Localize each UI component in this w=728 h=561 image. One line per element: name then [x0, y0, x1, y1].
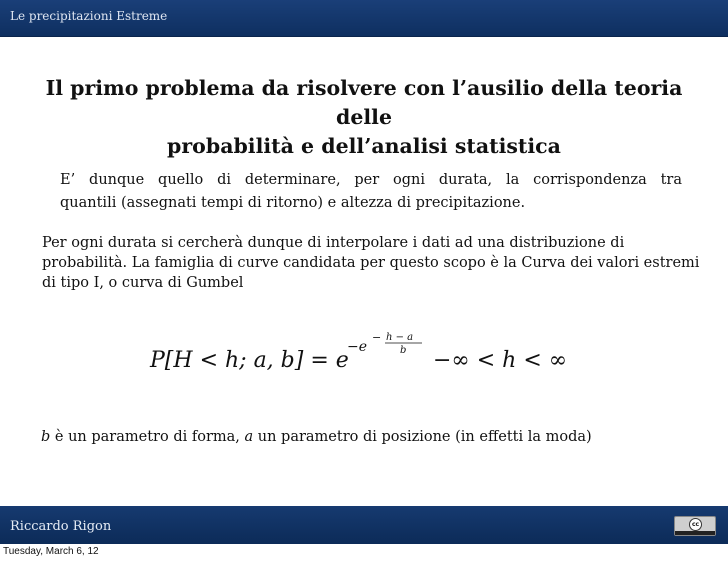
paragraph-gumbel: Per ogni durata si cercherà dunque di interpolare i dati ad una distribuzione di probabilità. La famiglia di curve candidata per questo scopo è la Curva dei valori estremi di tipo I, o curva di Gumbel — [42, 235, 700, 291]
footer-bar — [0, 506, 728, 544]
slide-date: Tuesday, March 6, 12 — [3, 546, 99, 557]
param-a: a — [244, 429, 254, 445]
slide-heading-line2: probabilità e dell’analisi statistica — [167, 134, 561, 158]
formula-frac-numerator: h − a — [386, 332, 414, 343]
paragraph-parameters — [41, 427, 701, 447]
paragraph-quantili-line2: quantili (assegnati tempi di ritorno) e altezza di precipitazione. — [60, 195, 526, 211]
formula-exp-exp-minus: − — [372, 331, 382, 344]
gumbel-formula-svg — [150, 325, 610, 385]
creative-commons-icon — [674, 516, 716, 536]
formula-lhs: P[H < h; a, b] = e — [150, 348, 349, 373]
param-b-description: è un parametro di forma, — [50, 429, 245, 445]
gumbel-formula — [150, 325, 610, 385]
presentation-title: Le precipitazioni Estreme — [10, 9, 168, 23]
formula-domain: −∞ < h < ∞ — [433, 348, 568, 373]
slide-heading — [20, 74, 708, 161]
author-name: Riccardo Rigon — [10, 519, 112, 534]
header-bar — [0, 0, 728, 37]
param-a-description: un parametro di posizione (in effetti la moda) — [253, 429, 592, 445]
param-b: b — [41, 429, 51, 445]
formula-frac-denominator: b — [400, 345, 407, 356]
paragraph-quantili-line1: E’ dunque quello di determinare, per ogni durata, la corrispondenza tra — [60, 172, 682, 188]
cc-strip — [675, 531, 715, 535]
formula-exp-e: −e — [347, 339, 368, 355]
slide-heading-line1: Il primo problema da risolvere con l’ausilio della teoria delle — [45, 76, 683, 129]
paragraph-quantili — [60, 169, 682, 215]
cc-logo: cc — [689, 518, 702, 531]
